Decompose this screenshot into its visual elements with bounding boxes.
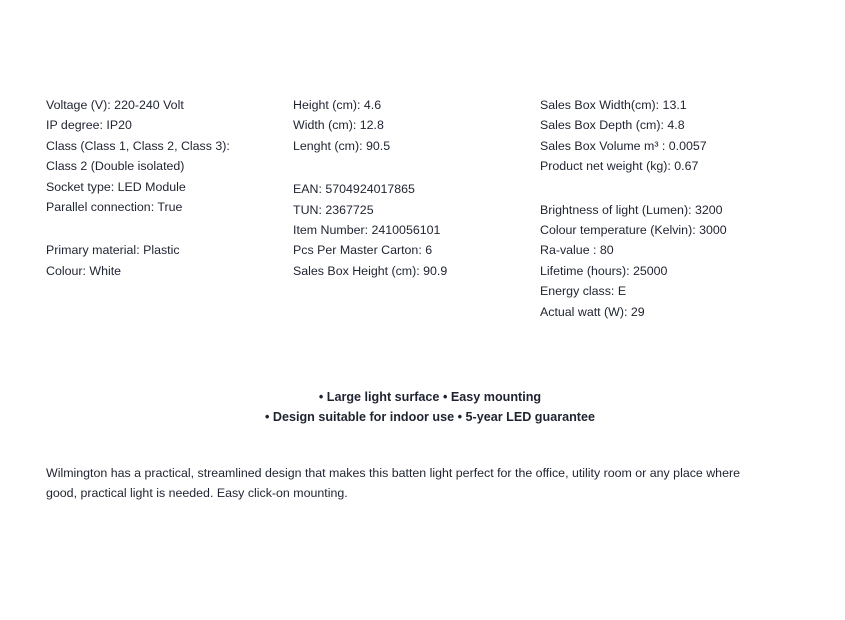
description-line-1: Wilmington has a practical, streamlined design that makes this batten light perfect for the office, utility room or any place where [46, 466, 740, 480]
spec-tun: TUN: 2367725 [293, 202, 374, 217]
spec-item-number: Item Number: 2410056101 [293, 223, 441, 238]
spec-net-weight: Product net weight (kg): 0.67 [540, 159, 699, 174]
spec-sales-box-height: Sales Box Height (cm): 90.9 [293, 263, 448, 278]
spec-length: Lenght (cm): 90.5 [293, 138, 391, 153]
spec-sales-box-width: Sales Box Width(cm): 13.1 [540, 98, 687, 112]
spacer [293, 156, 533, 179]
spec-class-value: Class 2 (Double isolated) [46, 159, 185, 174]
spec-colour-temperature: Colour temperature (Kelvin): 3000 [540, 223, 727, 238]
spec-colour: Colour: White [46, 263, 122, 278]
spec-pcs-per-carton: Pcs Per Master Carton: 6 [293, 243, 433, 258]
feature-row-2: • Design suitable for indoor use • 5-year LED guarantee [264, 410, 596, 424]
spec-height: Height (cm): 4.6 [293, 98, 382, 112]
spec-actual-watt: Actual watt (W): 29 [540, 304, 645, 319]
spacer [46, 217, 286, 240]
spec-width: Width (cm): 12.8 [293, 118, 384, 133]
description-line-2: good, practical light is needed. Easy click-on mounting. [46, 486, 348, 500]
spacer [540, 177, 840, 200]
feature-list [0, 387, 845, 427]
spec-column-electrical [46, 95, 286, 281]
spec-socket-type: Socket type: LED Module [46, 179, 186, 194]
spec-ean: EAN: 5704924017865 [293, 182, 415, 197]
spec-primary-material: Primary material: Plastic [46, 243, 180, 258]
spec-ip-degree: IP degree: IP20 [46, 118, 132, 133]
spec-column-dimensions [293, 95, 533, 281]
spec-column-packaging-light [540, 95, 840, 322]
product-description [46, 463, 816, 503]
spec-brightness: Brightness of light (Lumen): 3200 [540, 202, 723, 217]
spec-class-label: Class (Class 1, Class 2, Class 3): [46, 138, 230, 153]
spec-sales-box-depth: Sales Box Depth (cm): 4.8 [540, 118, 685, 133]
spec-sales-box-volume: Sales Box Volume m³ : 0.0057 [540, 138, 707, 153]
spec-ra-value: Ra-value : 80 [540, 243, 614, 258]
feature-row-1: • Large light surface • Easy mounting [318, 390, 542, 404]
spec-voltage: Voltage (V): 220-240 Volt [46, 98, 184, 112]
spec-lifetime: Lifetime (hours): 25000 [540, 263, 668, 278]
spec-energy-class: Energy class: E [540, 284, 627, 299]
spec-parallel-connection: Parallel connection: True [46, 200, 183, 215]
